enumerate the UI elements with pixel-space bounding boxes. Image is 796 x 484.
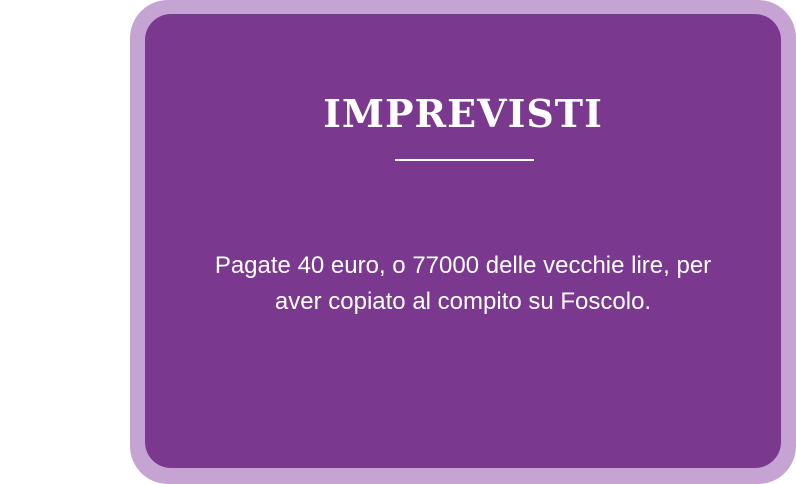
imprevisti-card [130,0,796,484]
card-text: Pagate 40 euro, o 77000 delle vecchie lire, per aver copiato al compito su Foscolo. [214,252,712,315]
card-face [145,14,781,468]
title-divider [395,159,534,161]
card-title: IMPREVISTI [323,91,603,136]
